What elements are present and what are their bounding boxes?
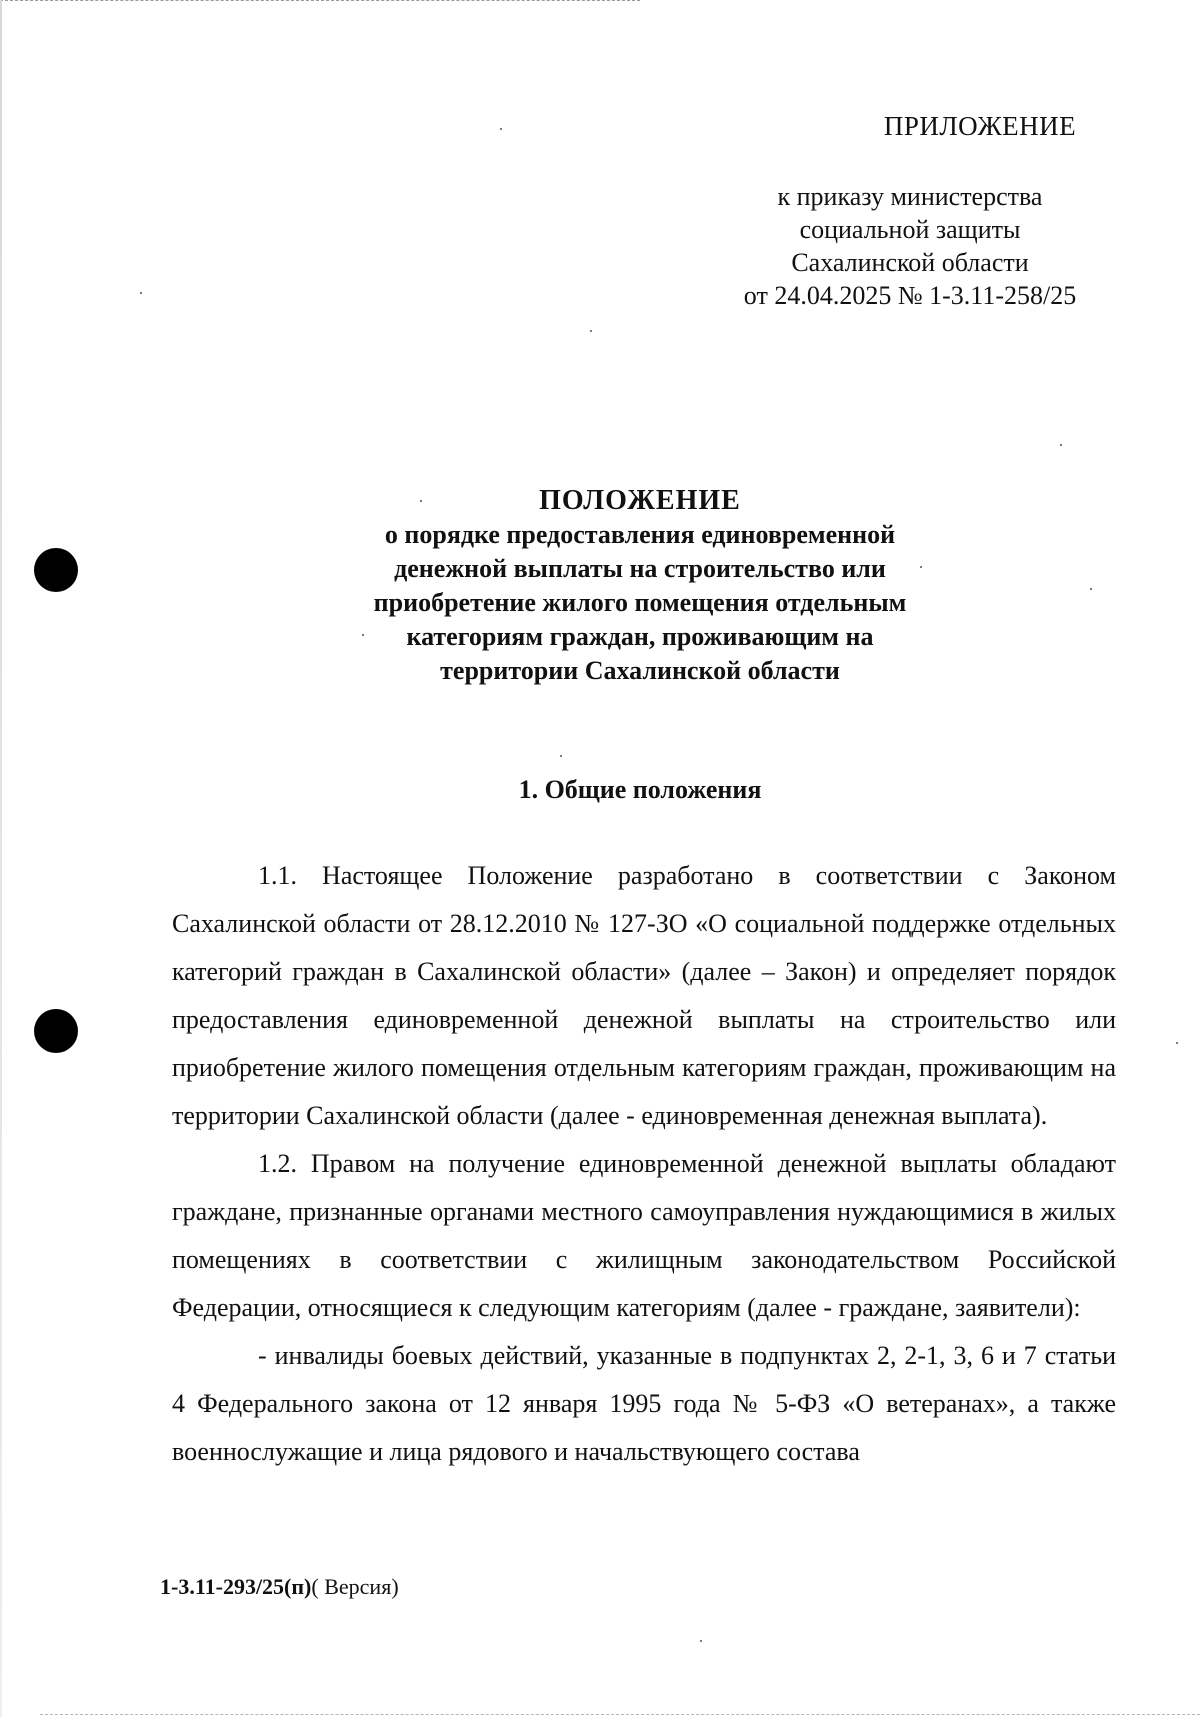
attachment-order-reference [700, 180, 1120, 312]
attachment-line: к приказу министерства [777, 182, 1043, 211]
scan-speck [1090, 588, 1092, 590]
scan-speck [140, 292, 142, 294]
paragraph: 1.1. Настоящее Положение разработано в соответствии с Законом Сахалинской области от 28.12.2010 № 127-ЗО «О социальной поддержке отдельных категорий граждан в Сахалинской области» (далее – Закон) и определяет порядок предоставления единовременной денежной выплаты на строительство или приобретение жилого помещения отдельным категориям граждан, проживающим на территории Сахалинской области (далее - единовременная денежная выплата). [172, 861, 1116, 1130]
document-title-line: категориям граждан, проживающим на [406, 622, 874, 651]
punch-hole-mark-upper [34, 548, 78, 592]
footer-code: 1-3.11-293/25(п) [160, 1574, 312, 1599]
attachment-title: ПРИЛОЖЕНИЕ [883, 111, 1077, 141]
scan-speck [560, 755, 562, 757]
scan-speck [590, 330, 592, 332]
document-title-line: приобретение жилого помещения отдельным [373, 588, 907, 617]
document-title-line: территории Сахалинской области [440, 656, 840, 685]
document-heading: ПОЛОЖЕНИЕ [539, 485, 741, 516]
section-heading: 1. Общие положения [518, 775, 762, 804]
scan-top-edge-line [0, 0, 640, 1]
document-title-line: о порядке предоставления единовременной [384, 520, 896, 549]
punch-hole-mark-lower [34, 1009, 78, 1053]
scan-speck [1060, 444, 1062, 446]
attachment-line: Сахалинской области [791, 248, 1029, 277]
attachment-line: от 24.04.2025 № 1-3.11-258/25 [743, 281, 1077, 310]
document-title-block [300, 484, 980, 688]
scan-speck [1176, 1042, 1178, 1044]
section-body [172, 852, 1116, 1476]
scan-speck [700, 1640, 702, 1642]
footer-version: ( Версия) [311, 1574, 399, 1599]
paragraph: 1.2. Правом на получение единовременной денежной выплаты обладают граждане, признанные органами местного самоуправления нуждающимися в жилых помещениях в соответствии с жилищным законодательством Российской Федерации, относящиеся к следующим категориям (далее - граждане, заявители): [172, 1149, 1116, 1322]
scan-speck [500, 128, 502, 130]
document-title-line: денежной выплаты на строительство или [394, 554, 886, 583]
scan-bottom-edge-line [40, 1714, 1200, 1715]
footer-document-code [160, 1574, 399, 1600]
scan-left-edge [0, 0, 2, 1717]
list-item-paragraph: - инвалиды боевых действий, указанные в подпунктах 2, 2-1, 3, 6 и 7 статьи 4 Федерального закона от 12 января 1995 года № 5-ФЗ «О ветеранах», а также военнослужащие и лица рядового и начальствующего состава [172, 1341, 1116, 1466]
attachment-line: социальной защиты [799, 215, 1021, 244]
